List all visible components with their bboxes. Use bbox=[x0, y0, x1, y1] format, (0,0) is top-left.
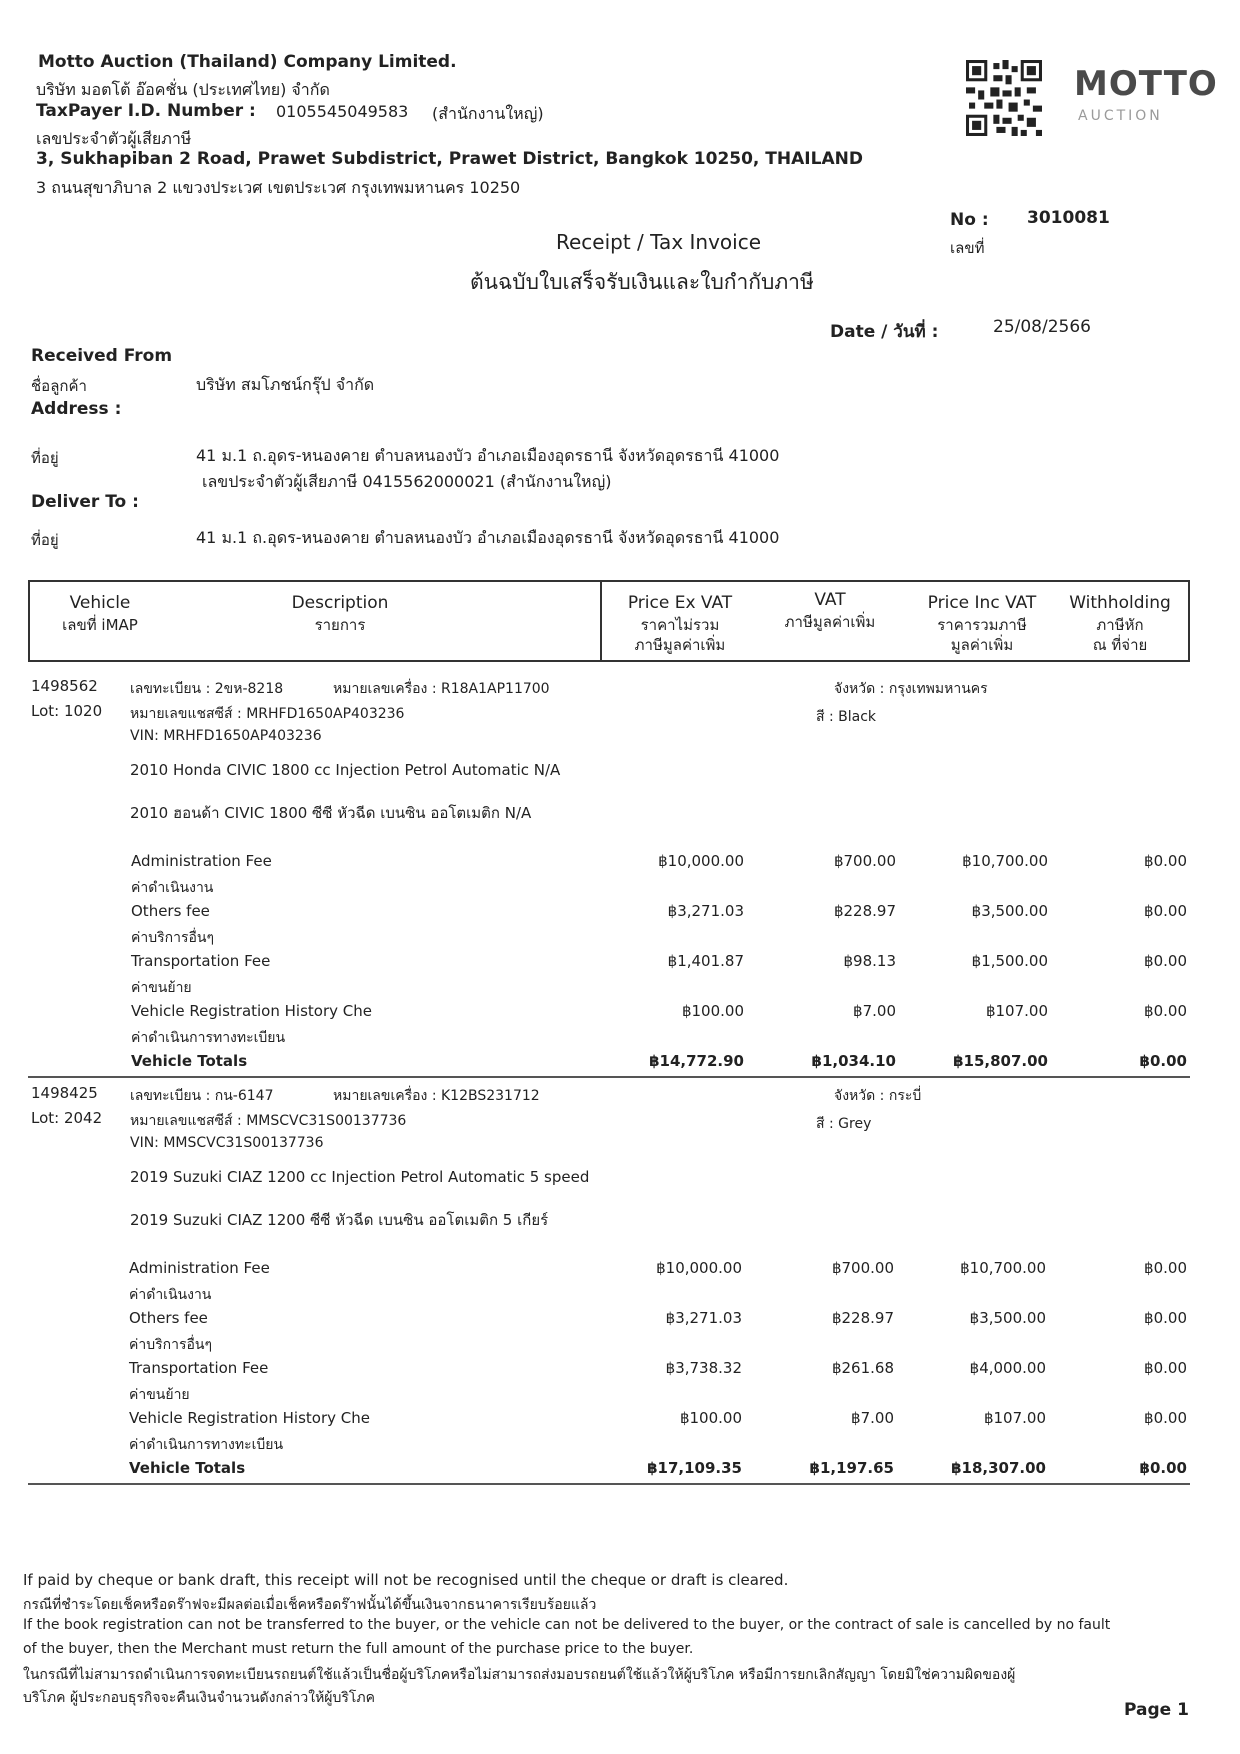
fee-label-th: ค่าดำเนินงาน bbox=[131, 880, 214, 896]
fee-withholding: ฿0.00 bbox=[1144, 1002, 1187, 1020]
fee-withholding: ฿0.00 bbox=[1144, 1359, 1187, 1377]
vehicle-lot: Lot: 1020 bbox=[31, 702, 103, 720]
cheque-note-th: กรณีที่ชำระโดยเช็คหรือดร๊าฟจะมีผลต่อเมื่อเช็คหรือดร๊าฟนั้นได้ขึ้นเงินจากธนาคารเรียบร้อยแล้ว bbox=[23, 1597, 597, 1613]
fee-vat: ฿261.68 bbox=[831, 1359, 894, 1377]
fee-price-inc-vat: ฿107.00 bbox=[985, 1002, 1048, 1020]
company-name-en: Motto Auction (Thailand) Company Limited. bbox=[38, 52, 457, 72]
vehicle-lot: Lot: 2042 bbox=[31, 1109, 103, 1127]
vehicle-totals-label: Vehicle Totals bbox=[131, 1052, 248, 1070]
col-vat-header: VAT bbox=[814, 590, 846, 610]
fee-label-th: ค่าขนย้าย bbox=[131, 980, 192, 996]
deliver-address: 41 ม.1 ถ.อุดร-หนองคาย ตำบลหนองบัว อำเภอเมืองอุดรธานี จังหวัดอุดรธานี 41000 bbox=[196, 528, 780, 547]
fee-label: Vehicle Registration History Che bbox=[129, 1409, 370, 1427]
fee-label: Others fee bbox=[131, 902, 210, 920]
vehicle-color: สี : Grey bbox=[816, 1116, 872, 1132]
fee-label: Transportation Fee bbox=[129, 1359, 269, 1377]
fee-price-inc-vat: ฿107.00 bbox=[983, 1409, 1046, 1427]
page-number: Page 1 bbox=[1124, 1700, 1189, 1720]
col-withholding-header: Withholding bbox=[1069, 593, 1171, 613]
address-label-th: ที่อยู่ bbox=[31, 449, 59, 467]
col-price-inc-vat-th2: มูลค่าเพิ่ม bbox=[950, 636, 1014, 654]
fee-vat: ฿700.00 bbox=[833, 852, 896, 870]
fee-vat: ฿7.00 bbox=[851, 1409, 894, 1427]
vehicle-vin: VIN: MMSCVC31S00137736 bbox=[130, 1135, 324, 1151]
qr-code-icon bbox=[966, 60, 1042, 136]
fee-price-ex-vat: ฿100.00 bbox=[679, 1409, 742, 1427]
refund-note-en-1: If the book registration can not be transferred to the buyer, or the vehicle can not be delivered to the buyer, or the contract of sale is cancelled by no fault bbox=[23, 1617, 1111, 1633]
col-withholding-th1: ภาษีหัก bbox=[1096, 616, 1144, 634]
vehicle-totals-price-inc-vat: ฿18,307.00 bbox=[951, 1459, 1046, 1477]
fee-withholding: ฿0.00 bbox=[1144, 852, 1187, 870]
col-price-ex-vat-th1: ราคาไม่รวม bbox=[640, 616, 720, 634]
refund-note-en-2: of the buyer, then the Merchant must return the full amount of the purchase price to the buyer. bbox=[23, 1641, 694, 1657]
fee-price-inc-vat: ฿4,000.00 bbox=[969, 1359, 1046, 1377]
fee-vat: ฿228.97 bbox=[831, 1309, 894, 1327]
customer-address: 41 ม.1 ถ.อุดร-หนองคาย ตำบลหนองบัว อำเภอเมืองอุดรธานี จังหวัดอุดรธานี 41000 bbox=[196, 446, 780, 465]
col-description-header-th: รายการ bbox=[314, 616, 366, 634]
vehicle-engine: หมายเลขเครื่อง : R18A1AP11700 bbox=[333, 681, 550, 697]
taxpayer-branch: (สำนักงานใหญ่) bbox=[432, 104, 544, 123]
vehicle-color: สี : Black bbox=[816, 709, 877, 725]
table-bottom-line bbox=[28, 1483, 1190, 1485]
company-name-th: บริษัท มอตโต้ อ๊อคชั่น (ประเทศไทย) จำกัด bbox=[36, 80, 330, 99]
address-label: Address : bbox=[31, 399, 122, 419]
doc-no-value: 3010081 bbox=[1027, 208, 1110, 228]
col-vehicle-header: Vehicle bbox=[69, 593, 131, 613]
fee-withholding: ฿0.00 bbox=[1144, 952, 1187, 970]
fee-withholding: ฿0.00 bbox=[1144, 1259, 1187, 1277]
received-from-label: Received From bbox=[31, 346, 173, 366]
col-withholding-th2: ณ ที่จ่าย bbox=[1092, 636, 1148, 654]
vehicle-totals-price-ex-vat: ฿14,772.90 bbox=[649, 1052, 744, 1070]
col-price-ex-vat-th2: ภาษีมูลค่าเพิ่ม bbox=[634, 636, 726, 654]
vehicle-description-th: 2019 Suzuki CIAZ 1200 ซีซี หัวฉีด เบนซิน ออโตเมติก 5 เกียร์ bbox=[130, 1211, 549, 1229]
col-description-header: Description bbox=[291, 593, 389, 613]
col-vehicle-header-th: เลขที่ iMAP bbox=[62, 616, 138, 634]
col-vat-header-th: ภาษีมูลค่าเพิ่ม bbox=[784, 613, 876, 631]
doc-title-th: ต้นฉบับใบเสร็จรับเงินและใบกำกับภาษี bbox=[470, 270, 814, 294]
deliver-label-th: ที่อยู่ bbox=[31, 531, 59, 549]
taxpayer-id: 0105545049583 bbox=[276, 102, 409, 121]
fee-price-ex-vat: ฿3,271.03 bbox=[665, 1309, 742, 1327]
fee-label-th: ค่าขนย้าย bbox=[129, 1387, 190, 1403]
vehicle-totals-withholding: ฿0.00 bbox=[1139, 1459, 1187, 1477]
vehicle-totals-vat: ฿1,197.65 bbox=[809, 1459, 894, 1477]
vehicle-totals-vat: ฿1,034.10 bbox=[811, 1052, 896, 1070]
col-price-inc-vat-th1: ราคารวมภาษี bbox=[937, 616, 1027, 634]
customer-name-label: ชื่อลูกค้า bbox=[31, 377, 87, 395]
fee-label-th: ค่าดำเนินงาน bbox=[129, 1287, 212, 1303]
fee-label: Transportation Fee bbox=[131, 952, 271, 970]
fee-price-ex-vat: ฿10,000.00 bbox=[656, 1259, 742, 1277]
fee-withholding: ฿0.00 bbox=[1144, 902, 1187, 920]
col-price-inc-vat-header: Price Inc VAT bbox=[927, 593, 1037, 613]
vehicle-totals-price-ex-vat: ฿17,109.35 bbox=[647, 1459, 742, 1477]
fee-label: Administration Fee bbox=[131, 852, 272, 870]
customer-name: บริษัท สมโภชน์กรุ๊ป จำกัด bbox=[196, 375, 375, 394]
vehicle-totals-withholding: ฿0.00 bbox=[1139, 1052, 1187, 1070]
fee-vat: ฿98.13 bbox=[843, 952, 896, 970]
fee-price-inc-vat: ฿3,500.00 bbox=[969, 1309, 1046, 1327]
fee-price-ex-vat: ฿1,401.87 bbox=[667, 952, 744, 970]
vehicle-plate: เลขทะเบียน : กน-6147 bbox=[130, 1088, 274, 1104]
fee-price-inc-vat: ฿10,700.00 bbox=[960, 1259, 1046, 1277]
vehicle-totals-price-inc-vat: ฿15,807.00 bbox=[953, 1052, 1048, 1070]
company-address-th: 3 ถนนสุขาภิบาล 2 แขวงประเวศ เขตประเวศ กรุงเทพมหานคร 10250 bbox=[36, 178, 521, 197]
fee-label: Administration Fee bbox=[129, 1259, 270, 1277]
fee-label-th: ค่าบริการอื่นๆ bbox=[131, 930, 214, 946]
company-address-en: 3, Sukhapiban 2 Road, Prawet Subdistrict, Prawet District, Bangkok 10250, THAILAND bbox=[36, 149, 863, 169]
column-divider bbox=[600, 580, 602, 662]
refund-note-th-2: บริโภค ผู้ประกอบธุรกิจจะคืนเงินจำนวนดังกล่าวให้ผู้บริโภค bbox=[23, 1690, 376, 1706]
motto-logo-sub: AUCTION bbox=[1078, 108, 1163, 124]
fee-price-inc-vat: ฿3,500.00 bbox=[971, 902, 1048, 920]
vehicle-description-en: 2010 Honda CIVIC 1800 cc Injection Petrol Automatic N/A bbox=[130, 761, 561, 779]
fee-withholding: ฿0.00 bbox=[1144, 1409, 1187, 1427]
doc-title-en: Receipt / Tax Invoice bbox=[556, 230, 762, 254]
fee-vat: ฿700.00 bbox=[831, 1259, 894, 1277]
motto-logo: MOTTO bbox=[1074, 64, 1218, 104]
vehicle-chassis: หมายเลขแชสซีส์ : MMSCVC31S00137736 bbox=[130, 1113, 407, 1129]
col-price-ex-vat-header: Price Ex VAT bbox=[627, 593, 733, 613]
doc-no-label-th: เลขที่ bbox=[950, 239, 985, 257]
vehicle-imap: 1498425 bbox=[31, 1084, 98, 1102]
fee-label-th: ค่าดำเนินการทางทะเบียน bbox=[129, 1437, 284, 1453]
taxpayer-label-th: เลขประจำตัวผู้เสียภาษี bbox=[36, 129, 192, 148]
taxpayer-label: TaxPayer I.D. Number : bbox=[36, 101, 256, 121]
fee-label: Others fee bbox=[129, 1309, 208, 1327]
vehicle-province: จังหวัด : กรุงเทพมหานคร bbox=[834, 681, 988, 697]
vehicle-province: จังหวัด : กระบี่ bbox=[834, 1088, 922, 1104]
fee-price-ex-vat: ฿10,000.00 bbox=[658, 852, 744, 870]
vehicle-description-en: 2019 Suzuki CIAZ 1200 cc Injection Petrol Automatic 5 speed bbox=[130, 1168, 590, 1186]
vehicle-totals-label: Vehicle Totals bbox=[129, 1459, 246, 1477]
vehicle-chassis: หมายเลขแชสซีส์ : MRHFD1650AP403236 bbox=[130, 706, 405, 722]
customer-tax-id: เลขประจำตัวผู้เสียภาษี 0415562000021 (สำนักงานใหญ่) bbox=[202, 472, 612, 491]
fee-vat: ฿228.97 bbox=[833, 902, 896, 920]
fee-price-inc-vat: ฿1,500.00 bbox=[971, 952, 1048, 970]
vehicle-imap: 1498562 bbox=[31, 677, 98, 695]
fee-label-th: ค่าดำเนินการทางทะเบียน bbox=[131, 1030, 286, 1046]
vehicle-separator bbox=[28, 1076, 1190, 1078]
date-value: 25/08/2566 bbox=[993, 317, 1091, 337]
vehicle-vin: VIN: MRHFD1650AP403236 bbox=[130, 728, 322, 744]
vehicle-plate: เลขทะเบียน : 2ขห-8218 bbox=[130, 681, 284, 697]
doc-no-label: No : bbox=[950, 210, 989, 230]
vehicle-description-th: 2010 ฮอนด้า CIVIC 1800 ซีซี หัวฉีด เบนซิน ออโตเมติก N/A bbox=[130, 804, 532, 822]
fee-price-inc-vat: ฿10,700.00 bbox=[962, 852, 1048, 870]
fee-price-ex-vat: ฿3,738.32 bbox=[665, 1359, 742, 1377]
fee-label-th: ค่าบริการอื่นๆ bbox=[129, 1337, 212, 1353]
fee-vat: ฿7.00 bbox=[853, 1002, 896, 1020]
refund-note-th-1: ในกรณีที่ไม่สามารถดำเนินการจดทะเบียนรถยนต์ใช้แล้วเป็นชื่อผู้บริโภคหรือไม่สามารถส่งมอบรถยนต์ใช้แล้วให้ผู้บริโภค หรือมีการยกเลิกสัญญา โดยมิใช่ความผิดของผู้ bbox=[23, 1667, 1016, 1683]
fee-price-ex-vat: ฿100.00 bbox=[681, 1002, 744, 1020]
date-label: Date / วันที่ : bbox=[830, 322, 939, 342]
fee-label: Vehicle Registration History Che bbox=[131, 1002, 372, 1020]
cheque-note-en: If paid by cheque or bank draft, this receipt will not be recognised until the cheque or draft is cleared. bbox=[23, 1571, 789, 1589]
deliver-to-label: Deliver To : bbox=[31, 492, 139, 512]
fee-price-ex-vat: ฿3,271.03 bbox=[667, 902, 744, 920]
fee-withholding: ฿0.00 bbox=[1144, 1309, 1187, 1327]
vehicle-engine: หมายเลขเครื่อง : K12BS231712 bbox=[333, 1088, 540, 1104]
